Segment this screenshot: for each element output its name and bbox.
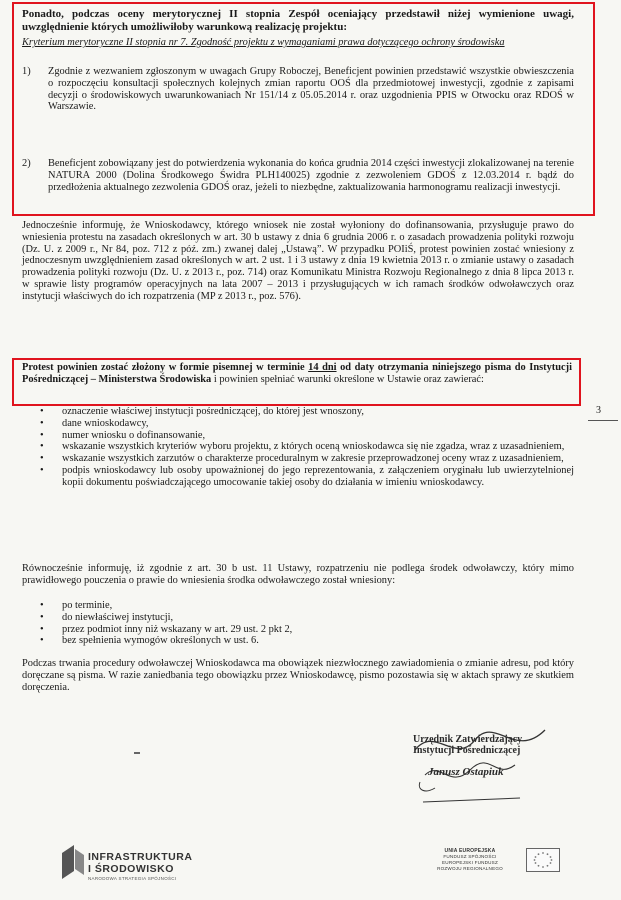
list-item: • dane wnioskodawcy, xyxy=(40,417,149,429)
bullet-icon: • xyxy=(40,441,44,453)
page-number-rule xyxy=(588,420,618,421)
list-item: • przez podmiot inny niż wskazany w art. 29 ust. 2 pkt 2, xyxy=(40,623,293,635)
stamp-signatory: Janusz Ostapiuk xyxy=(428,766,504,778)
list-item: • numer wniosku o dofinansowanie, xyxy=(40,429,206,441)
list-item: • wskazanie wszystkich kryteriów wyboru projektu, z których oceną wnioskodawca się nie zgadza, wraz z uzasadnieniem, xyxy=(40,441,565,453)
stamp-title-line2: Instytucji Pośredniczącej xyxy=(413,745,521,756)
logo-line-1: INFRASTRUKTURA xyxy=(88,851,193,863)
protest-deadline-paragraph xyxy=(22,362,572,386)
list-item: • podpis wnioskodawcy lub osoby upoważnionej do jego reprezentowania, z załączeniem oryginału lub uwierzytelnionej kopii dokumentu poświadczającego umocowanie takiej osoby do działania w imieniu wnioskodawcy. xyxy=(40,464,574,488)
condition-text: Zgodnie z wezwaniem zgłoszonym w uwagach Grupy Roboczej, Beneficjent powinien przedstawić wszystkie obwieszczenia o rozpoczęciu konsultacji społecznych kolejnych zmian raportu OOŚ dla przedmiotowej inwestycji, zgodnie z zapisami decyzji o środowiskowych uwarunkowaniach Nr 151/14 z 05.05.2014 r. oraz uzgodnienia PPIS w Otwocku oraz RDOŚ w Warszawie. xyxy=(48,66,574,113)
list-item: • do niewłaściwej instytucji, xyxy=(40,611,174,623)
program-logo-icon xyxy=(62,845,84,879)
bullet-icon: • xyxy=(40,635,44,647)
condition-number: 1) xyxy=(22,66,31,77)
conditions-intro: Ponadto, podczas oceny merytorycznej II stopnia Zespół oceniający przedstawił niżej wymienione uwagi, uwzględnienie których umożliwiłoby warunkową realizację projektu: xyxy=(22,8,574,33)
bullet-icon: • xyxy=(40,429,44,441)
protest-deadline: 14 dni xyxy=(308,362,337,373)
inadmissible-paragraph: Równocześnie informuję, iż zgodnie z art. 30 b ust. 11 Ustawy, rozpatrzeniu nie podlega środek odwoławczy, który mimo prawidłowego pouczenia o prawie do wniesienia środka odwoławczego został wniesiony: xyxy=(22,563,574,586)
list-item: • wskazanie wszystkich zarzutów o charakterze proceduralnym w zakresie przeprowadzonej oceny wraz z uzasadnieniem, xyxy=(40,453,564,465)
condition-number: 2) xyxy=(22,158,31,169)
eu-logo xyxy=(420,848,580,888)
list-item: • oznaczenie właściwej instytucji pośredniczącej, do której jest wnoszony, xyxy=(40,406,364,417)
condition-text: Beneficjent zobowiązany jest do potwierdzenia wykonania do końca grudnia 2014 części inwestycji zlokalizowanej na terenie NATURA 2000 (Dolina Środkowego Świdra PLH140025) zgodnie z zezwoleniem GDOŚ z 12.03.2014 r. bądź do przedłożenia aktualnego zezwolenia GDOŚ oraz, jeżeli to niezbędne, zaktualizowania harmonogramu realizacji inwestycji. xyxy=(48,158,574,193)
list-item: • po terminie, xyxy=(40,600,113,611)
bullet-icon: • xyxy=(40,600,44,611)
bullet-icon: • xyxy=(40,623,44,635)
protest-bold-a: Protest powinien zostać złożony w formie pisemnej w terminie xyxy=(22,362,309,373)
condition-item-2 xyxy=(22,158,574,193)
eu-flag-icon xyxy=(526,848,560,872)
address-change-paragraph: Podczas trwania procedury odwoławczej Wnioskodawca ma obowiązek niezwłocznego zawiadomienia o zmianie adresu, pod który doręczane są pisma. W razie zaniedbania tego obowiązku przez Wnioskodawcę, pismo pozostawia się w aktach sprawy ze skutkiem doręczenia. xyxy=(22,658,574,693)
approval-stamp xyxy=(395,720,565,810)
protest-bold-b: od daty otrzymania niniejszego pisma do Instytucji Pośredniczącej – Ministerstwa Środowiska xyxy=(22,362,572,385)
bullet-icon: • xyxy=(40,406,44,417)
protest-rest: i powinien spełniać warunki określone w Ustawie oraz zawierać: xyxy=(211,373,484,385)
criterion-heading: Kryterium merytoryczne II stopnia nr 7. Zgodność projektu z wymaganiami prawa dotyczącego ochrony środowiska xyxy=(22,37,505,48)
page-number: 3 xyxy=(596,405,601,416)
inadmissible-list xyxy=(22,600,574,647)
bullet-icon: • xyxy=(40,453,44,465)
stamp-title-line1: Urzędnik Zatwierdzający xyxy=(413,734,523,745)
bullet-icon: • xyxy=(40,464,44,476)
eu-logo-text: UNIA EUROPEJSKA FUNDUSZ SPÓJNOŚCI EUROPEJSKI FUNDUSZ ROZWOJU REGIONALNEGO xyxy=(437,848,503,871)
protest-requirements-list xyxy=(22,406,574,489)
infrastruktura-logo xyxy=(62,845,212,885)
stray-mark xyxy=(134,752,140,754)
condition-item-1 xyxy=(22,66,574,113)
bullet-icon: • xyxy=(40,611,44,623)
bullet-icon: • xyxy=(40,417,44,429)
logo-line-2: I ŚRODOWISKO xyxy=(88,863,174,875)
logo-line-3: NARODOWA STRATEGIA SPÓJNOŚCI xyxy=(88,876,177,881)
list-item: • bez spełnienia wymogów określonych w ust. 6. xyxy=(40,635,259,647)
protest-right-paragraph: Jednocześnie informuję, że Wnioskodawcy, którego wniosek nie został wyłoniony do dofinansowania, przysługuje prawo do wniesienia protestu na zasadach określonych w art. 30 b ustawy z dnia 6 grudnia 2006 r. o zasadach prowadzenia polityki rozwoju (Dz. U. z 2009 r., Nr 84, poz. 712 z póź. zm.) zwanej dalej „Ustawą”. W przypadku POIiŚ, protest powinien zostać wniesiony z jednoczesnym uwzględnieniem zasad określonych w art. 2 ust. 1 i 3 ustawy z dnia 19 kwietnia 2013 r. o zmianie ustawy o zasadach prowadzenia polityki rozwoju (Dz. U. z 2013 r., poz. 714) oraz Komunikatu Ministra Rozwoju Regionalnego z dnia 8 lipca 2013 r. w sprawie listy programów operacyjnych na lata 2007 – 2013 i przysługujących w ich ramach środków odwoławczych oraz instytucji właściwych do ich rozpatrzenia (MP z 2013 r., poz. 576). xyxy=(22,220,574,302)
